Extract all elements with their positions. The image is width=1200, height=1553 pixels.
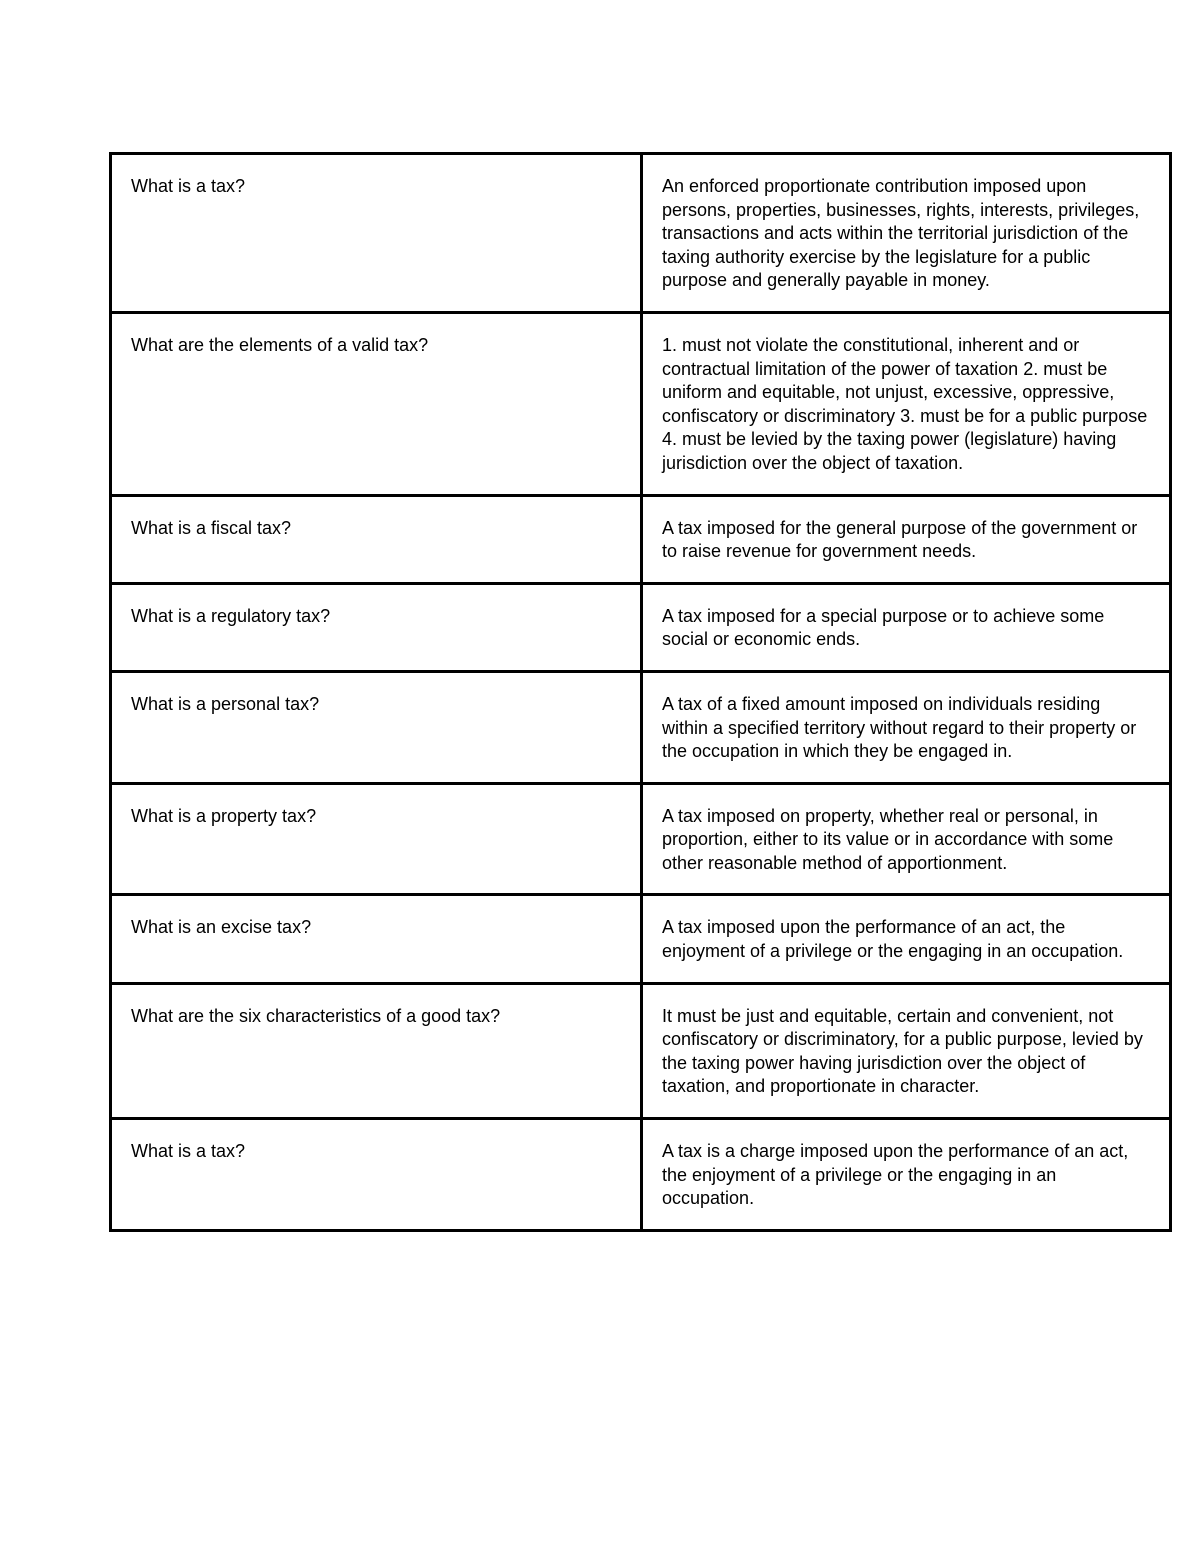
question-cell: What is a regulatory tax?: [111, 583, 642, 671]
answer-cell: An enforced proportionate contribution imposed upon persons, properties, businesses, rights, interests, privileges, transactions and acts within the territorial jurisdiction of the taxing authority exercise by the legislature for a public purpose and generally payable in money.: [642, 154, 1171, 313]
question-cell: What are the elements of a valid tax?: [111, 312, 642, 495]
table-row: [111, 154, 1171, 313]
table-row: [111, 783, 1171, 895]
table-row: [111, 983, 1171, 1118]
question-cell: What is a tax?: [111, 1119, 642, 1231]
table-row: [111, 671, 1171, 783]
table-row: [111, 895, 1171, 983]
answer-cell: A tax imposed upon the performance of an act, the enjoyment of a privilege or the engaging in an occupation.: [642, 895, 1171, 983]
table-row: [111, 495, 1171, 583]
answer-cell: A tax imposed for the general purpose of the government or to raise revenue for government needs.: [642, 495, 1171, 583]
answer-cell: A tax of a fixed amount imposed on individuals residing within a specified territory without regard to their property or the occupation in which they be engaged in.: [642, 671, 1171, 783]
answer-cell: A tax imposed for a special purpose or to achieve some social or economic ends.: [642, 583, 1171, 671]
question-cell: What is a personal tax?: [111, 671, 642, 783]
question-cell: What is a tax?: [111, 154, 642, 313]
table-row: [111, 1119, 1171, 1231]
question-cell: What are the six characteristics of a good tax?: [111, 983, 642, 1118]
question-cell: What is a property tax?: [111, 783, 642, 895]
answer-cell: It must be just and equitable, certain and convenient, not confiscatory or discriminatory, for a public purpose, levied by the taxing power having jurisdiction over the object of taxation, and proportionate in character.: [642, 983, 1171, 1118]
table-row: [111, 583, 1171, 671]
answer-cell: 1. must not violate the constitutional, inherent and or contractual limitation of the power of taxation 2. must be uniform and equitable, not unjust, excessive, oppressive, confiscatory or discriminatory 3. must be for a public purpose 4. must be levied by the taxing power (legislature) having jurisdiction over the object of taxation.: [642, 312, 1171, 495]
answer-cell: A tax imposed on property, whether real or personal, in proportion, either to its value or in accordance with some other reasonable method of apportionment.: [642, 783, 1171, 895]
table-row: [111, 312, 1171, 495]
question-cell: What is an excise tax?: [111, 895, 642, 983]
qa-table: [109, 152, 1172, 1232]
answer-cell: A tax is a charge imposed upon the performance of an act, the enjoyment of a privilege or the engaging in an occupation.: [642, 1119, 1171, 1231]
question-cell: What is a fiscal tax?: [111, 495, 642, 583]
